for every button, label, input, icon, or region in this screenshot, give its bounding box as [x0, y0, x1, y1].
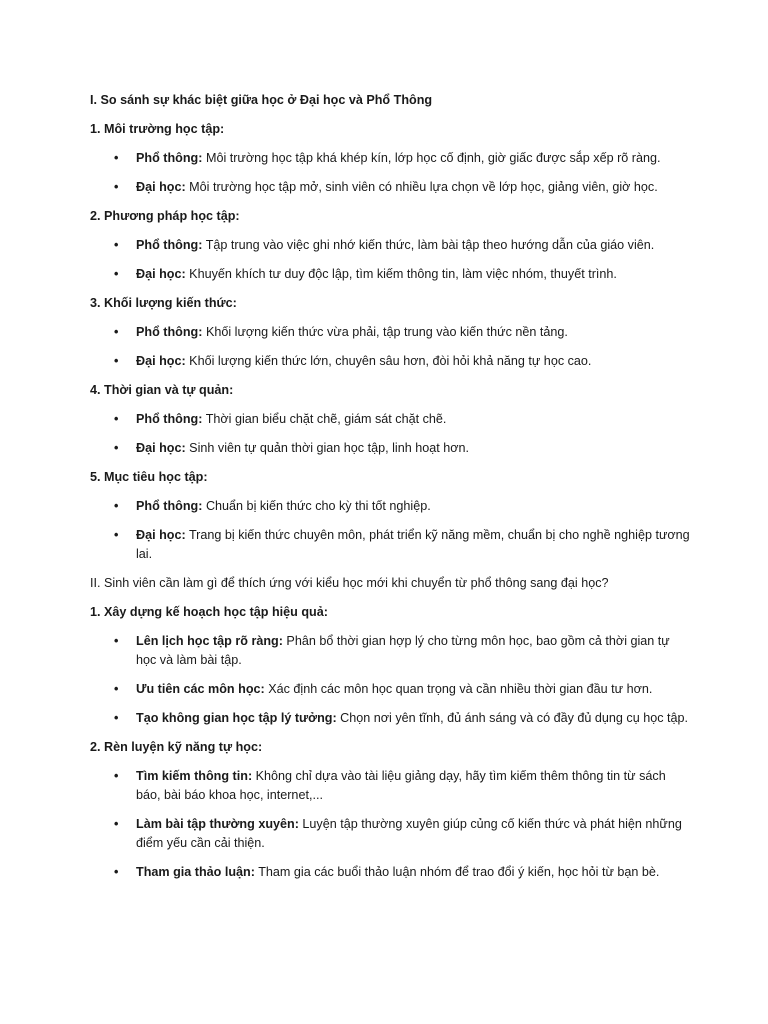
bullet-icon: • — [114, 711, 119, 725]
item-term: Đại học: — [136, 441, 186, 455]
item-term: Phổ thông: — [136, 499, 203, 513]
part-1-section-5 — [90, 468, 690, 564]
part-1 — [90, 91, 690, 110]
list-item — [90, 265, 690, 284]
item-text: Tập trung vào việc ghi nhớ kiến thức, làm bài tập theo hướng dẫn của giáo viên. — [202, 238, 655, 252]
part-2 — [90, 574, 690, 593]
item-term: Phổ thông: — [136, 412, 203, 426]
item-text: Khối lượng kiến thức vừa phải, tập trung vào kiến thức nền tảng. — [202, 325, 568, 339]
list-item — [90, 323, 690, 342]
list-item — [90, 178, 690, 197]
section-heading: 3. Khối lượng kiến thức: — [90, 296, 237, 310]
item-text: Chọn nơi yên tĩnh, đủ ánh sáng và có đầy đủ dụng cụ học tập. — [336, 711, 689, 725]
item-term: Tìm kiếm thông tin: — [136, 769, 253, 783]
part-1-section-1 — [90, 120, 690, 197]
item-text: Thời gian biểu chặt chẽ, giám sát chặt chẽ. — [202, 412, 447, 426]
list-item — [90, 352, 690, 371]
list-item — [90, 497, 690, 516]
part-2-section-1 — [90, 603, 690, 728]
item-term: Phổ thông: — [136, 151, 203, 165]
part-1-title: I. So sánh sự khác biệt giữa học ở Đại học và Phổ Thông — [90, 93, 433, 107]
list-item — [90, 410, 690, 429]
bullet-icon: • — [114, 238, 119, 252]
part-2-section-2 — [90, 738, 690, 882]
bullet-list — [90, 410, 690, 458]
item-term: Ưu tiên các môn học: — [136, 682, 265, 696]
bullet-list — [90, 236, 690, 284]
part-1-section-4 — [90, 381, 690, 458]
list-item — [90, 149, 690, 168]
bullet-icon: • — [114, 769, 119, 783]
section-heading: 2. Rèn luyện kỹ năng tự học: — [90, 740, 263, 754]
item-text: Không chỉ dựa vào tài liệu giảng dạy, hãy tìm kiếm thêm thông tin từ sách báo, bài báo khoa học, internet,... — [136, 769, 666, 802]
item-term: Phổ thông: — [136, 238, 203, 252]
bullet-list — [90, 149, 690, 197]
section-heading: 1. Môi trường học tập: — [90, 122, 225, 136]
bullet-icon: • — [114, 267, 119, 281]
list-item — [90, 815, 690, 853]
item-text: Khuyến khích tư duy độc lập, tìm kiếm thông tin, làm việc nhóm, thuyết trình. — [185, 267, 617, 281]
item-text: Phân bổ thời gian hợp lý cho từng môn học, bao gồm cả thời gian tự học và làm bài tập. — [136, 634, 670, 667]
item-term: Đại học: — [136, 528, 186, 542]
item-text: Trang bị kiến thức chuyên môn, phát triển kỹ năng mềm, chuẩn bị cho nghề nghiệp tương lai. — [136, 528, 690, 561]
item-text: Chuẩn bị kiến thức cho kỳ thi tốt nghiệp. — [202, 499, 431, 513]
bullet-icon: • — [114, 499, 119, 513]
section-heading: 5. Mục tiêu học tập: — [90, 470, 208, 484]
item-text: Môi trường học tập khá khép kín, lớp học cố định, giờ giấc được sắp xếp rõ ràng. — [202, 151, 661, 165]
item-term: Làm bài tập thường xuyên: — [136, 817, 299, 831]
bullet-list — [90, 323, 690, 371]
item-text: Xác định các môn học quan trọng và cần nhiều thời gian đầu tư hơn. — [264, 682, 653, 696]
section-heading: 1. Xây dựng kế hoạch học tập hiệu quả: — [90, 605, 328, 619]
part-1-section-3 — [90, 294, 690, 371]
list-item — [90, 680, 690, 699]
bullet-icon: • — [114, 151, 119, 165]
part-2-title: II. Sinh viên cần làm gì để thích ứng với kiểu học mới khi chuyển từ phổ thông sang đại học? — [90, 576, 609, 590]
list-item — [90, 767, 690, 805]
bullet-icon: • — [114, 441, 119, 455]
item-text: Tham gia các buổi thảo luận nhóm để trao đổi ý kiến, học hỏi từ bạn bè. — [254, 865, 660, 879]
item-text: Luyện tập thường xuyên giúp củng cố kiến thức và phát hiện những điểm yếu cần cải thiện. — [136, 817, 682, 850]
bullet-icon: • — [114, 180, 119, 194]
list-item — [90, 526, 690, 564]
list-item — [90, 863, 690, 882]
bullet-icon: • — [114, 865, 119, 879]
section-heading: 2. Phương pháp học tập: — [90, 209, 240, 223]
item-term: Phổ thông: — [136, 325, 203, 339]
bullet-icon: • — [114, 817, 119, 831]
list-item — [90, 236, 690, 255]
bullet-icon: • — [114, 412, 119, 426]
list-item — [90, 439, 690, 458]
document-page — [90, 91, 690, 892]
item-text: Môi trường học tập mở, sinh viên có nhiều lựa chọn về lớp học, giảng viên, giờ học. — [185, 180, 658, 194]
bullet-icon: • — [114, 528, 119, 542]
bullet-icon: • — [114, 354, 119, 368]
part-1-section-2 — [90, 207, 690, 284]
bullet-list — [90, 632, 690, 728]
item-term: Đại học: — [136, 354, 186, 368]
item-term: Đại học: — [136, 267, 186, 281]
item-term: Đại học: — [136, 180, 186, 194]
list-item — [90, 632, 690, 670]
item-term: Lên lịch học tập rõ ràng: — [136, 634, 283, 648]
bullet-icon: • — [114, 682, 119, 696]
bullet-icon: • — [114, 325, 119, 339]
bullet-list — [90, 497, 690, 564]
list-item — [90, 709, 690, 728]
item-term: Tham gia thảo luận: — [136, 865, 255, 879]
item-term: Tạo không gian học tập lý tưởng: — [136, 711, 337, 725]
section-heading: 4. Thời gian và tự quản: — [90, 383, 234, 397]
bullet-list — [90, 767, 690, 882]
bullet-icon: • — [114, 634, 119, 648]
item-text: Khối lượng kiến thức lớn, chuyên sâu hơn, đòi hỏi khả năng tự học cao. — [185, 354, 592, 368]
item-text: Sinh viên tự quản thời gian học tập, linh hoạt hơn. — [185, 441, 469, 455]
